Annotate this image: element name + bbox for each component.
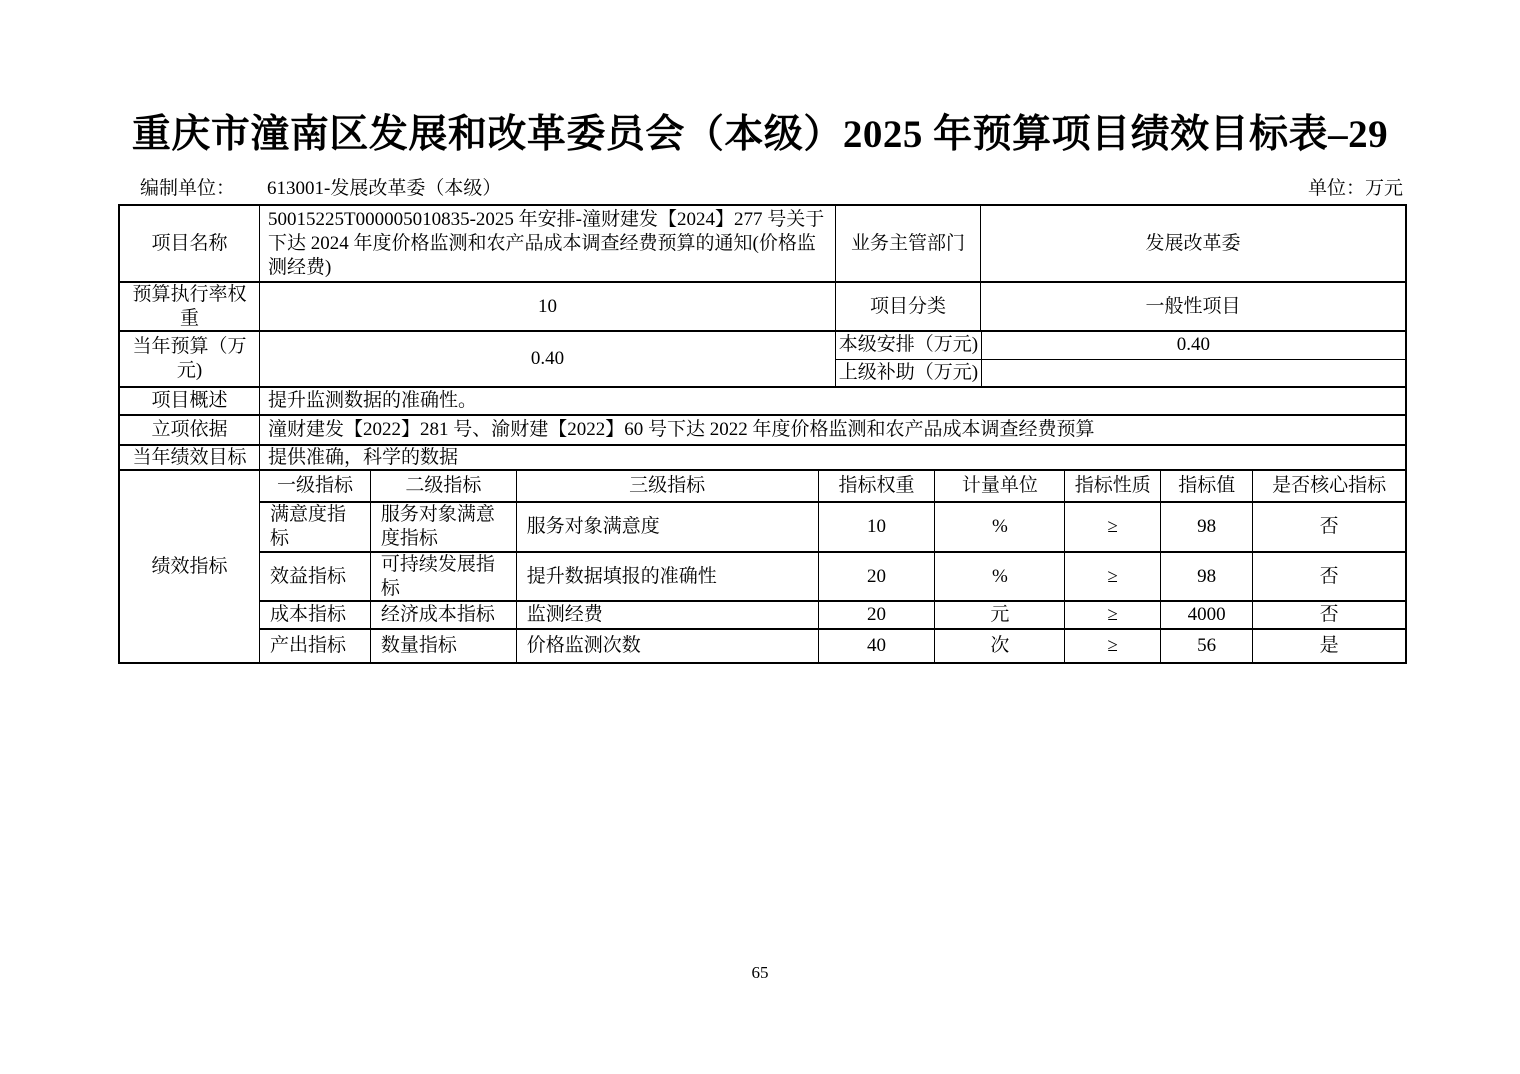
indicator-core: 是 bbox=[1252, 630, 1405, 662]
basis-label: 立项依据 bbox=[151, 419, 228, 440]
budget-value: 0.40 bbox=[259, 332, 835, 386]
indicator-unit: % bbox=[934, 503, 1064, 551]
prepared-by-value: 613001-发展改革委（本级） bbox=[267, 178, 502, 199]
header-nature: 指标性质 bbox=[1064, 471, 1160, 501]
indicator-core: 否 bbox=[1252, 553, 1405, 600]
project-name-label: 项目名称 bbox=[151, 232, 228, 254]
goal-label: 当年绩效目标 bbox=[132, 446, 247, 468]
indicator-value: 98 bbox=[1160, 503, 1252, 551]
indicator-level2: 数量指标 bbox=[370, 630, 516, 662]
indicator-weight: 20 bbox=[818, 602, 935, 627]
indicator-level2: 可持续发展指标 bbox=[370, 553, 516, 600]
header-core: 是否核心指标 bbox=[1252, 471, 1405, 501]
dept-label: 业务主管部门 bbox=[835, 206, 980, 281]
indicator-value: 4000 bbox=[1160, 602, 1252, 627]
indicator-level1: 产出指标 bbox=[270, 634, 347, 656]
category-label: 项目分类 bbox=[835, 283, 980, 330]
table-row bbox=[120, 386, 1405, 414]
indicator-level3: 监测经费 bbox=[516, 602, 818, 627]
table-row bbox=[120, 206, 1405, 281]
basis-value: 潼财建发【2022】281 号、渝财建【2022】60 号下达 2022 年度价格监测和农产品成本调查经费预算 bbox=[259, 416, 1405, 444]
local-arrangement-label: 本级安排（万元) bbox=[838, 334, 979, 356]
indicator-level3: 提升数据填报的准确性 bbox=[516, 553, 818, 600]
goal-value: 提供准确，科学的数据 bbox=[259, 446, 1405, 469]
indicator-core: 否 bbox=[1252, 503, 1405, 551]
budget-label: 当年预算（万元) bbox=[132, 336, 247, 381]
indicator-level1: 效益指标 bbox=[270, 565, 347, 587]
indicator-row bbox=[260, 628, 1405, 662]
indicator-row bbox=[260, 600, 1405, 627]
indicator-unit: % bbox=[934, 553, 1064, 600]
exec-weight-value: 10 bbox=[259, 283, 835, 330]
header-level3: 三级指标 bbox=[516, 471, 818, 501]
indicator-value: 56 bbox=[1160, 630, 1252, 662]
indicators-section bbox=[120, 469, 1405, 662]
indicator-nature: ≥ bbox=[1064, 503, 1160, 551]
indicator-unit: 元 bbox=[934, 602, 1064, 627]
header-unit: 计量单位 bbox=[934, 471, 1064, 501]
meta-line bbox=[140, 173, 1403, 200]
page-title: 重庆市潼南区发展和改革委员会（本级）2025 年预算项目绩效目标表–29 bbox=[131, 113, 1389, 156]
indicator-nature: ≥ bbox=[1064, 630, 1160, 662]
indicators-section-label: 绩效指标 bbox=[151, 555, 228, 577]
indicator-level3: 服务对象满意度 bbox=[516, 503, 818, 551]
superior-subsidy-row bbox=[836, 359, 1405, 387]
local-arrangement-value: 0.40 bbox=[981, 332, 1405, 359]
overview-value: 提升监测数据的准确性。 bbox=[259, 388, 1405, 414]
page-number: 65 bbox=[751, 963, 769, 982]
indicator-core: 否 bbox=[1252, 602, 1405, 627]
header-level1: 一级指标 bbox=[276, 475, 353, 497]
indicators-subtable bbox=[259, 471, 1405, 662]
indicator-level1: 成本指标 bbox=[270, 604, 347, 626]
indicator-weight: 10 bbox=[818, 503, 935, 551]
header-level2: 二级指标 bbox=[370, 471, 516, 501]
indicator-row bbox=[260, 501, 1405, 551]
indicator-weight: 20 bbox=[818, 553, 935, 600]
table-row bbox=[120, 444, 1405, 469]
header-value: 指标值 bbox=[1160, 471, 1252, 501]
superior-subsidy-label: 上级补助（万元) bbox=[838, 361, 979, 383]
superior-subsidy-value bbox=[981, 360, 1405, 387]
dept-value: 发展改革委 bbox=[980, 206, 1405, 281]
table-row bbox=[120, 414, 1405, 444]
indicator-value: 98 bbox=[1160, 553, 1252, 600]
indicators-header-row bbox=[260, 471, 1405, 501]
header-weight: 指标权重 bbox=[818, 471, 935, 501]
indicator-unit: 次 bbox=[934, 630, 1064, 662]
budget-performance-table bbox=[118, 204, 1407, 664]
unit-label: 单位：万元 bbox=[1307, 178, 1403, 199]
indicator-level2: 经济成本指标 bbox=[370, 602, 516, 627]
budget-split bbox=[835, 332, 1405, 386]
indicator-level3: 价格监测次数 bbox=[516, 630, 818, 662]
category-value: 一般性项目 bbox=[980, 283, 1405, 330]
indicator-level2: 服务对象满意度指标 bbox=[370, 503, 516, 551]
table-row bbox=[120, 281, 1405, 330]
indicator-row bbox=[260, 551, 1405, 600]
project-name-value: 50015225T000005010835-2025 年安排-潼财建发【2024】277 号关于下达 2024 年度价格监测和农产品成本调查经费预算的通知(价格监测经费) bbox=[259, 206, 835, 281]
overview-label: 项目概述 bbox=[151, 390, 228, 411]
indicator-weight: 40 bbox=[818, 630, 935, 662]
exec-weight-label: 预算执行率权重 bbox=[132, 283, 247, 329]
indicator-nature: ≥ bbox=[1064, 553, 1160, 600]
indicator-level1: 满意度指标 bbox=[270, 504, 347, 550]
table-row bbox=[120, 330, 1405, 386]
indicator-nature: ≥ bbox=[1064, 602, 1160, 627]
local-arrangement-row bbox=[836, 332, 1405, 359]
prepared-by-label: 编制单位： bbox=[140, 178, 236, 199]
